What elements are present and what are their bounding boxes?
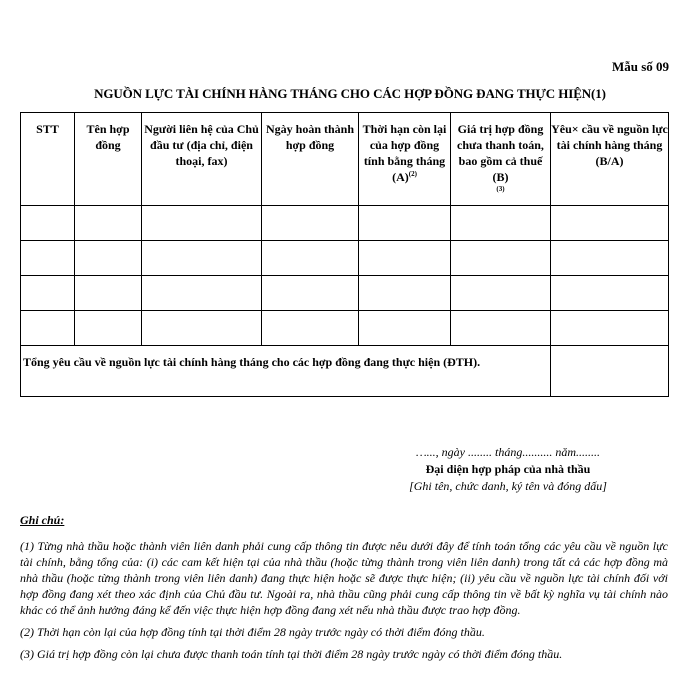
signature-hint: [Ghi tên, chức danh, ký tên và đóng dấu] [409, 479, 607, 493]
table-cell[interactable] [262, 241, 359, 276]
signature-block [358, 444, 658, 495]
note-item-3: (3) Giá trị hợp đồng còn lại chưa được thanh toán tính tại thời điểm 28 ngày trước ngày có thời điểm đóng thầu. [20, 647, 563, 661]
total-label: Tổng yêu cầu về nguồn lực tài chính hàng tháng cho các hợp đồng đang thực hiện (ĐTH). [23, 355, 481, 369]
header-monthly-requirement: Yêu× cầu về nguồn lực tài chính hàng tháng (B/A) [551, 113, 669, 206]
document-title: NGUỒN LỰC TÀI CHÍNH HÀNG THÁNG CHO CÁC HỢP ĐỒNG ĐANG THỰC HIỆN(1) [94, 86, 606, 101]
footnote-ref-3: (3) [496, 185, 505, 193]
header-stt: STT [21, 113, 75, 206]
table-header-row [21, 113, 669, 206]
table-cell[interactable] [451, 206, 551, 241]
table-cell[interactable] [359, 206, 451, 241]
notes-section [20, 512, 668, 668]
financial-resources-table [20, 112, 669, 397]
total-row [21, 346, 669, 397]
header-remaining-months: Thời hạn còn lại của hợp đồng tính bằng tháng $(A)^{(2)}$ [359, 113, 451, 206]
table-cell[interactable] [21, 206, 75, 241]
header-unpaid-value: Giá trị hợp đồng chưa thanh toán, bao gồm cả thuế (B) (3) [451, 113, 551, 206]
table-cell[interactable] [21, 311, 75, 346]
table-row [21, 206, 669, 241]
table-cell[interactable] [262, 311, 359, 346]
signature-date-line: …..., ngày ........ tháng.......... năm........ [416, 445, 600, 459]
table-cell[interactable] [359, 276, 451, 311]
header-completion-date: Ngày hoàn thành hợp đồng [262, 113, 359, 206]
table-cell[interactable] [75, 241, 142, 276]
table-cell[interactable] [359, 241, 451, 276]
table-cell[interactable] [551, 311, 669, 346]
table-cell[interactable] [75, 206, 142, 241]
table-cell[interactable] [551, 241, 669, 276]
table-cell[interactable] [75, 311, 142, 346]
table-row [21, 276, 669, 311]
table-row [21, 311, 669, 346]
table-cell[interactable] [359, 311, 451, 346]
table-cell[interactable] [451, 311, 551, 346]
table-cell[interactable] [75, 276, 142, 311]
footnote-ref-2: (2) [408, 170, 417, 178]
table-cell[interactable] [142, 241, 262, 276]
table-row [21, 241, 669, 276]
table-cell[interactable] [21, 276, 75, 311]
table-cell[interactable] [551, 276, 669, 311]
table-cell[interactable] [262, 276, 359, 311]
total-value-cell[interactable] [551, 346, 669, 397]
signature-title: Đại diện hợp pháp của nhà thầu [425, 462, 591, 476]
header-contract-name: Tên hợp đồng [75, 113, 142, 206]
table-cell[interactable] [451, 276, 551, 311]
header-investor-contact: Người liên hệ của Chủ đầu tư (địa chỉ, điện thoại, fax) [142, 113, 262, 206]
note-item-2: (2) Thời hạn còn lại của hợp đồng tính tại thời điểm 28 ngày trước ngày có thời điểm đóng thầu. [20, 625, 485, 639]
total-label-cell [21, 346, 551, 397]
form-number: Mẫu số 09 [611, 59, 669, 74]
table-cell[interactable] [142, 206, 262, 241]
table-cell[interactable] [21, 241, 75, 276]
table-cell[interactable] [551, 206, 669, 241]
table-cell[interactable] [451, 241, 551, 276]
table-cell[interactable] [262, 206, 359, 241]
table-cell[interactable] [142, 311, 262, 346]
notes-heading: Ghi chú: [20, 513, 65, 527]
table-cell[interactable] [142, 276, 262, 311]
note-item-1: (1) Từng nhà thầu hoặc thành viên liên danh phải cung cấp thông tin được nêu dưới đây để tính toán tổng các yêu cầu về nguồn lực tài chính, bằng tổng của: (i) các cam kết hiện tại của nhà thầu (hoặc từng thành trong viên liên danh) trong tất cả các hợp đồng mà nhà thầu (hoặc từng thành trong viên liên danh) đang thực hiện hoặc sẽ được thực hiện; (ii) yêu cầu về nguồn lực tài chính đối với hợp đồng đang xét theo xác định của Chủ đầu tư. Ngoài ra, nhà thầu cũng phải cung cấp thông tin về bất kỳ nghĩa vụ tài chính nào khác có thể ảnh hưởng đáng kể đến việc thực hiện hợp đồng đang xét nếu nhà thầu được trao hợp đồng. [20, 539, 668, 617]
